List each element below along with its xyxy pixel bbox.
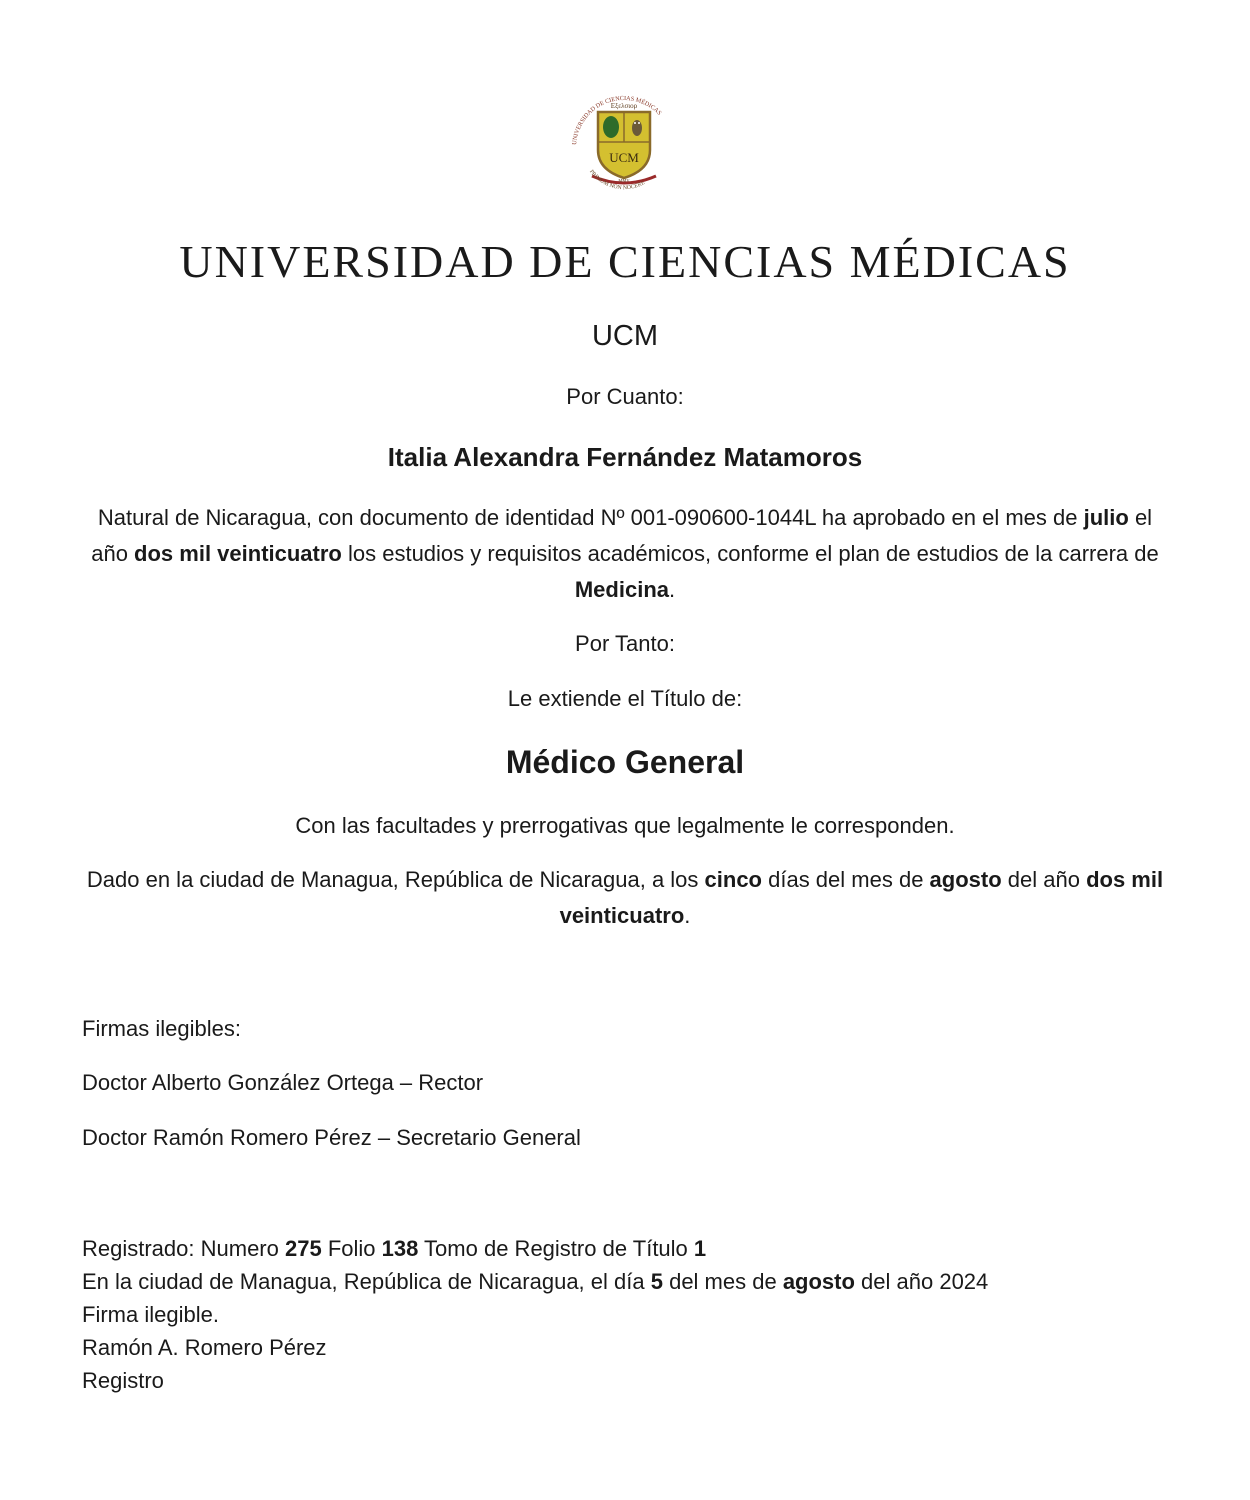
- seal-motto-bottom: PRIMUM NON NOCERE: [588, 168, 647, 192]
- approval-month: julio: [1083, 505, 1129, 530]
- registry-block: [82, 1232, 988, 1397]
- issue-day: cinco: [704, 867, 762, 892]
- rector-signature: Doctor Alberto González Ortega – Rector: [82, 1070, 484, 1095]
- por-tanto-label: Por Tanto:: [575, 631, 675, 656]
- registry-office: Registro: [82, 1368, 164, 1393]
- university-title: UNIVERSIDAD DE CIENCIAS MÉDICAS: [179, 236, 1071, 287]
- faculties-statement: Con las facultades y prerrogativas que legalmente le corresponden.: [295, 813, 955, 838]
- career-name: Medicina: [574, 577, 669, 602]
- registry-signature-note: Firma ilegible.: [82, 1302, 219, 1327]
- issue-month: agosto: [929, 867, 1002, 892]
- seal-monogram: UCM: [609, 150, 639, 165]
- secretary-signature: Doctor Ramón Romero Pérez – Secretario General: [82, 1125, 581, 1150]
- seal-year: MMV: [618, 178, 630, 183]
- registry-date-line: En la ciudad de Managua, República de Nicaragua, el día 5 del mes de agosto del año 2024: [82, 1269, 989, 1294]
- degree-title: Médico General: [505, 744, 745, 780]
- approval-year: dos mil veinticuatro: [134, 541, 342, 566]
- registry-number-line: Registrado: Numero 275 Folio 138 Tomo de Registro de Título 1: [82, 1236, 707, 1261]
- graduate-name: Italia Alexandra Fernández Matamoros: [387, 442, 863, 472]
- signatures-label: Firmas ilegibles:: [82, 1016, 241, 1041]
- university-abbreviation: UCM: [591, 320, 659, 352]
- seal-motto-top: Εξελσιορ: [610, 102, 638, 110]
- extends-title-label: Le extiende el Título de:: [507, 686, 743, 711]
- registrar-name: Ramón A. Romero Pérez: [82, 1335, 327, 1360]
- university-seal-icon: [562, 90, 686, 200]
- seal-tree: [603, 116, 619, 138]
- por-cuanto-label: Por Cuanto:: [566, 384, 684, 409]
- issue-date-paragraph: Dado en la ciudad de Managua, República de Nicaragua, a los cinco días del mes de agosto del año dos mil veinticuatro.: [86, 867, 1164, 928]
- certification-paragraph: Natural de Nicaragua, con documento de identidad Nº 001-090600-1044L ha aprobado en el mes de julio el año dos mil veinticuatro los estudios y requisitos académicos, conforme el plan de estudios de la carrera de Medicina.: [91, 505, 1159, 602]
- seal-ring-text: UNIVERSIDAD DE CIENCIAS MÉDICAS: [571, 94, 663, 146]
- issue-year: dos mil veinticuatro: [559, 867, 1164, 928]
- seal-owl: [632, 120, 642, 136]
